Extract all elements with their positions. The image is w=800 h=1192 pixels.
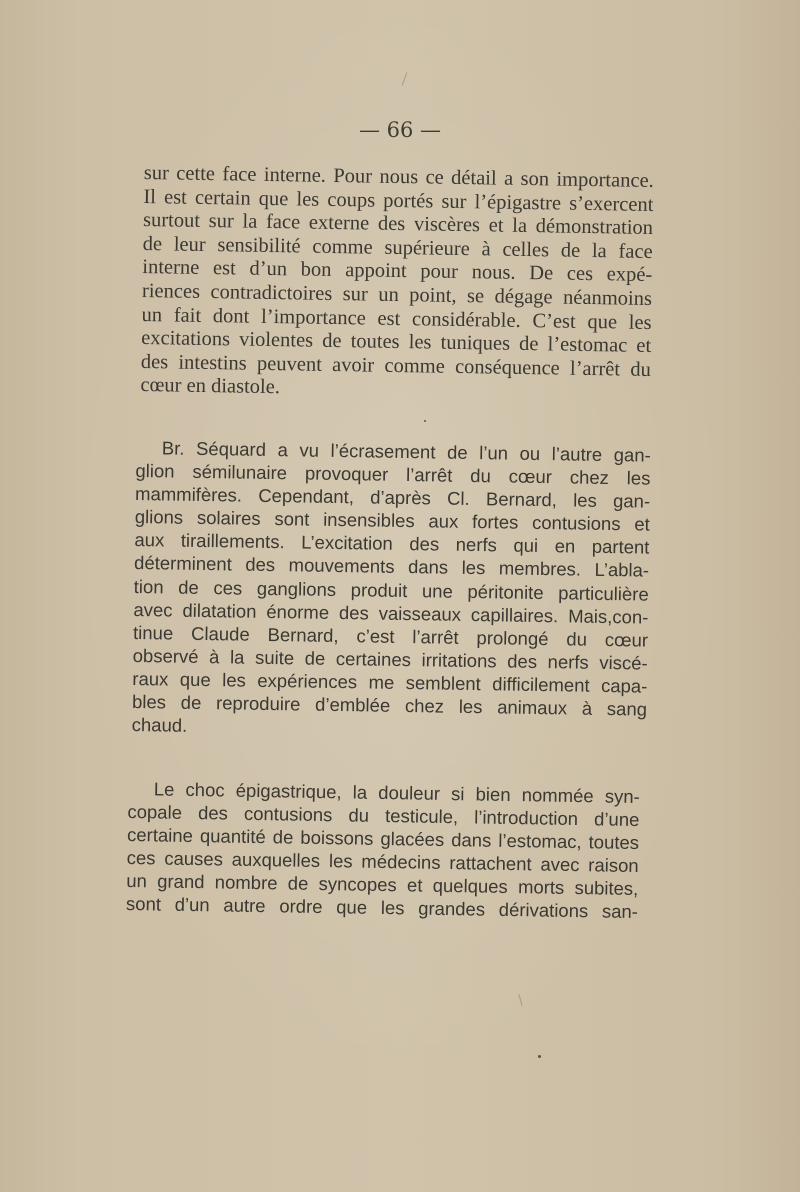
paragraph-line: de leur sensibilité comme supérieure à celles de la face	[142, 232, 653, 263]
paper-mark	[518, 994, 522, 1006]
paragraph-line: copale des contusions du testicule, l’introduction d’une	[127, 801, 640, 831]
paragraph-line: excitations violentes de toutes les tuniques de l’estomac et	[141, 327, 652, 358]
paragraph-line: tion de ces ganglions produit une péritonite particulière	[133, 575, 649, 605]
paragraph-line: aux tiraillements. L’excitation des nerfs qui en partent	[134, 529, 650, 559]
paragraph-line: Le choc épigastrique, la douleur si bien nommée syn-	[153, 778, 640, 808]
paragraph-line: ces causes auxquelles les médecins rattachent avec raison	[126, 847, 639, 877]
paragraph-line: observé à la suite de certaines irritations des nerfs viscé-	[132, 644, 648, 674]
paragraph-line: Br. Séquard a vu l’écrasement de l’un ou l’autre gan-	[161, 437, 651, 466]
paragraph-line: glions solaires sont insensibles aux fortes contusions et	[134, 506, 650, 535]
page-number: — 66 —	[358, 118, 442, 142]
paragraph-line: surtout sur la face externe des viscères et la démonstration	[142, 209, 654, 240]
paragraph-line: tinue Claude Bernard, c’est l’arrêt prolongé du cœur	[132, 621, 649, 651]
paragraph-1	[140, 162, 654, 406]
paragraph-line: un grand nombre de syncopes et quelques morts subites,	[126, 870, 639, 900]
paragraph-line: sont d’un autre ordre que les grandes dérivations san-	[125, 893, 639, 923]
paragraph-3	[126, 777, 640, 924]
paragraph-line: riences contradictoires sur un point, se dégage néanmoins	[141, 279, 653, 310]
paragraph-line: certaine quantité de boissons glacées dans l’estomac, toutes	[126, 824, 640, 854]
paragraph-line: déterminent des mouvements dans les membres. L’abla-	[133, 552, 650, 582]
paragraph-line: chaud.	[131, 714, 188, 736]
paragraph-line: Il est certain que les coups portés sur l’épigastre s’exercent	[143, 185, 654, 216]
paragraph-line: interne est d’un bon appoint pour nous. De ces expé-	[142, 256, 653, 287]
paragraph-line: bles de reproduire d’emblée chez les animaux à sang	[131, 691, 648, 720]
paper-speck	[424, 420, 426, 422]
paragraph-line: sur cette face interne. Pour nous ce détail a son importance.	[143, 162, 654, 193]
paragraph-line: avec dilatation énorme des vaisseaux capillaires. Mais,con-	[133, 598, 649, 628]
paper-speck	[538, 1055, 541, 1058]
paragraph-line: mammifères. Cependant, d’après Cl. Bernard, les gan-	[134, 483, 651, 512]
paragraph-line: glion sémilunaire provoquer l’arrêt du cœur chez les	[135, 460, 651, 489]
paper-mark	[402, 72, 408, 85]
paragraph-line: un fait dont l’importance est considérable. C’est que les	[141, 303, 652, 334]
paragraph-line: des intestins peuvent avoir comme conséquence l’arrêt du	[140, 350, 651, 381]
paragraph-line: cœur en diastole.	[140, 374, 281, 399]
paragraph-line: raux que les expériences me semblent difficilement capa-	[132, 667, 648, 697]
paragraph-2	[132, 436, 651, 744]
